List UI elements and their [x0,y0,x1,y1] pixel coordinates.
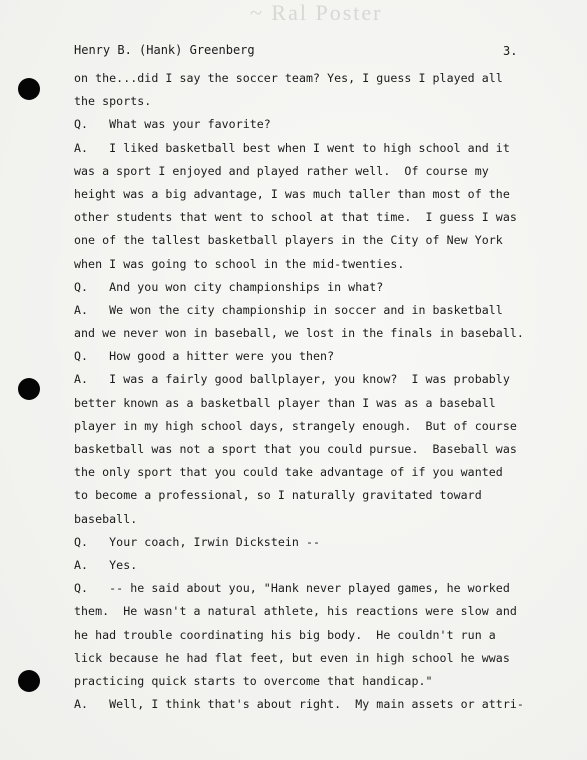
binder-hole-icon [18,378,40,400]
transcript-line: Q. And you won city championships in what? [74,279,384,294]
transcript-line: Q. Your coach, Irwin Dickstein -- [74,534,321,549]
transcript-line: to become a professional, so I naturally gravitated toward [74,488,482,503]
transcript-line: and we never won in baseball, we lost in the finals in baseball. [74,326,524,341]
transcript-line: on the...did I say the soccer team? Yes, I guess I played all [74,71,503,85]
transcript-line: Q. -- he said about you, "Hank never played games, he worked [74,581,510,596]
page-number: 3. [503,44,518,58]
transcript-line: was a sport I enjoyed and played rather well. Of course my [74,163,489,178]
transcript-line: them. He wasn't a natural athlete, his reactions were slow and [74,604,517,619]
transcript-line: one of the tallest basketball players in the City of New York [74,233,503,248]
transcript-line: A. We won the city championship in soccer and in basketball [74,302,503,317]
transcript-line: the sports. [74,94,152,109]
transcript-line: Q. What was your favorite? [74,117,271,132]
transcript-line: when I was going to school in the mid-twenties. [74,256,405,271]
transcript-line: Q. How good a hitter were you then? [74,349,335,364]
transcript-body [74,67,574,716]
transcript-line: he had trouble coordinating his big body. He couldn't run a [74,627,496,642]
transcript-line: the only sport that you could take advantage of if you wanted [74,465,503,480]
binder-hole-icon [18,670,40,692]
transcript-line: A. I was a fairly good ballplayer, you know? I was probably [74,372,510,387]
transcript-line: A. Well, I think that's about right. My main assets or attri- [74,697,524,712]
transcript-line: baseball. [74,511,138,526]
binder-hole-icon [18,78,40,100]
transcript-line: A. Yes. [74,557,138,572]
transcript-line: lick because he had flat feet, but even in high school he wwas [74,650,510,665]
interviewee-name: Henry B. (Hank) Greenberg [74,43,255,57]
transcript-line: A. I liked basketball best when I went to high school and it [74,140,510,155]
transcript-line: other students that went to school at that time. I guess I was [74,210,517,225]
margin-bleed-text: ~ Ral Poster [250,0,383,25]
transcript-line: basketball was not a sport that you could pursue. Baseball was [74,442,517,456]
transcript-line: better known as a basketball player than I was as a baseball [74,395,496,410]
transcript-line: height was a big advantage, I was much taller than most of the [74,186,510,201]
transcript-line: player in my high school days, strangely enough. But of course [74,418,517,433]
transcript-line: practicing quick starts to overcome that handicap." [74,673,433,688]
